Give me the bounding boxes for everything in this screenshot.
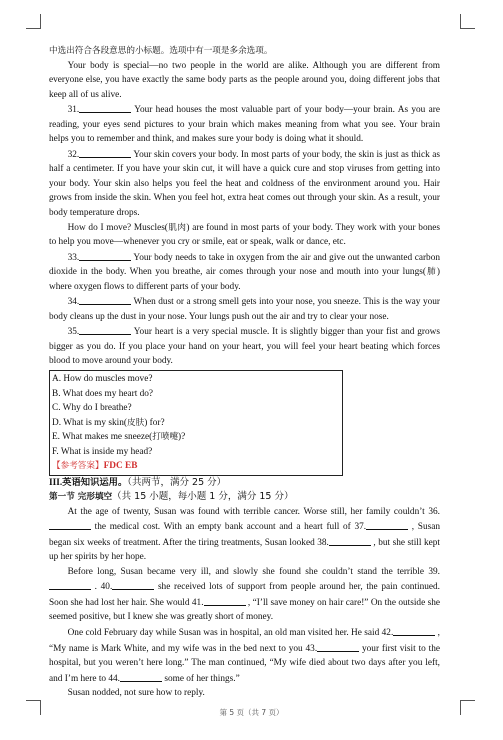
answer-blank[interactable]	[366, 519, 408, 530]
question-text: Your skin covers your body. In most parts of your body, the skin is just as thick as half a centimeter. If you have your skin cut, it will have a quick cure and stop viruses from getting into your body. Your skin also helps you feel the heat and coldness of the environment around you. Hair grows from inside the skin. When you feel hot, extra heat comes out through your skin. As a result, your body temperature drops.	[49, 149, 440, 219]
question-35	[49, 324, 440, 369]
answer-blank[interactable]	[329, 535, 371, 546]
question-33: 33. Your body needs to take in oxygen from the air and give out the unwanted carbon dioxide in the body. When you breathe, air comes through your nose and mouth into your lungs(肺) where oxygen flows to different parts of your body.	[49, 250, 440, 295]
question-34	[49, 294, 440, 324]
crop-mark-top-right	[460, 14, 475, 29]
answer-blank[interactable]	[79, 294, 131, 305]
reference-answer: 【参考答案】FDC EB	[52, 461, 138, 472]
intro-paragraph: Your body is special—no two people in the world are alike. Although you are different from everyone else, you have exactly the same body parts as the people around you, doing different jobs that keep all of us alive.	[49, 60, 440, 100]
answer-blank[interactable]	[317, 641, 359, 652]
page-content	[49, 44, 440, 701]
crop-mark-top-left	[26, 14, 41, 29]
question-text: Your heart is a very special muscle. It is slightly bigger than your fist and grows bigger as you do. If you place your hand on your heart, you will feel your heart beating which forces blood to move around your body.	[49, 327, 440, 367]
answer-blank[interactable]	[393, 625, 435, 636]
cloze-paragraph-1: At the age of twenty, Susan was found with terrible cancer. Worse still, her family couldn’t 36. the medical cost. With an empty bank account and a heart full of 37. , Susan began six weeks of treatment. After the tiring treatments, Susan looked 38. , but she still kept up her spirits by her hope.	[49, 506, 440, 563]
answer-blank[interactable]	[79, 250, 131, 261]
question-32	[49, 147, 440, 221]
answer-blank[interactable]	[49, 519, 91, 530]
options-box	[49, 370, 343, 476]
option-f: F. What is inside my head?	[52, 446, 153, 457]
answer-blank[interactable]	[79, 324, 131, 335]
option-b: B. What does my heart do?	[52, 388, 154, 399]
cloze-paragraph-3: One cold February day while Susan was in hospital, an old man visited her. He said 42. , “My name is Mark White, and my wife was in the bed next to you 43. your first visit to the hospital, but you weren’t here long.” The man continued, “My wife died about two days after you left, and I’m here to 44. some of her things.”	[49, 625, 440, 686]
question-number: 35.	[67, 327, 80, 338]
cloze-paragraph-4: Susan nodded, not sure how to reply.	[67, 688, 205, 699]
question-text: Your head houses the most valuable part of your body—your brain. As you are reading, your eyes send pictures to your brain which makes meaning from what you see. Your brain helps you to remember and think, and makes sure your body is doing what it should.	[49, 105, 440, 145]
question-number: 33.	[67, 252, 80, 263]
option-c: C. Why do I breathe?	[52, 403, 132, 414]
part-heading: 第一节 完形填空（共 15 小题，每小题 1 分，满分 15 分）	[49, 491, 294, 503]
option-e: E. What makes me sneeze(打喷嚏)?	[52, 432, 186, 443]
option-d: D. What is my skin(皮肤) for?	[52, 417, 165, 428]
question-text: When dust or a strong smell gets into your nose, you sneeze. This is the way your body cleans up the dust in your nose. Your lungs push out the air and try to clear your nose.	[49, 297, 440, 322]
muscles-paragraph: How do I move? Muscles(肌肉) are found in most parts of your body. They work with your bones to help you move—whenever you cry or smile, eat or speak, walk or dance, etc.	[49, 222, 440, 248]
answer-blank[interactable]	[120, 671, 162, 682]
question-number: 31.	[67, 105, 80, 116]
question-number: 34.	[67, 297, 80, 308]
question-number: 32.	[67, 149, 80, 160]
answer-blank[interactable]	[79, 102, 131, 113]
question-31	[49, 102, 440, 147]
answer-blank[interactable]	[204, 595, 246, 606]
instruction: 中选出符合各段意思的小标题。选项中有一项是多余选项。	[49, 46, 273, 56]
answer-blank[interactable]	[79, 147, 131, 158]
option-a: A. How do muscles move?	[52, 374, 153, 385]
page-footer: 第 5 页（共 7 页）	[219, 708, 284, 717]
answer-blank[interactable]	[49, 579, 91, 590]
section-heading: III.英语知识运用。（共两节，满分 25 分）	[49, 476, 227, 488]
answer-blank[interactable]	[112, 579, 154, 590]
cloze-paragraph-2: Before long, Susan became very ill, and slowly she found she couldn’t stand the terrible 39. . 40. she received lots of support from people around her, the pain continued. Soon she had lost her hair. She would 41. , “I’ll save money on hair care!” On the outside she seemed positive, but I knew she was greatly short of money.	[49, 566, 440, 623]
